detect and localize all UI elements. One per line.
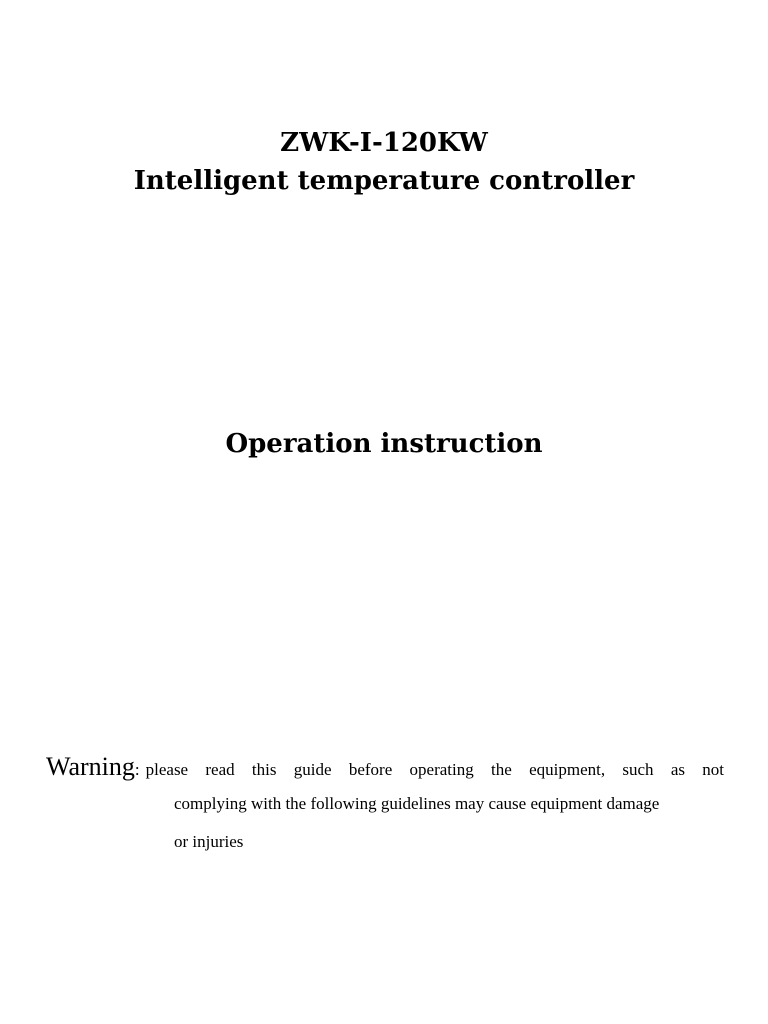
warning-text-line-1: please read this guide before operating the equipment, such as not — [145, 760, 724, 779]
warning-colon: : — [134, 760, 140, 779]
warning-label: Warning — [46, 752, 135, 781]
warning-text-line-2: complying with the following guidelines may cause equipment damage — [174, 794, 660, 813]
warning-notice — [46, 752, 724, 851]
warning-first-line — [46, 752, 724, 782]
document-subtitle: Operation instruction — [225, 429, 543, 459]
document-title — [0, 124, 768, 200]
warning-text-line-3: or injuries — [174, 832, 244, 851]
product-name: Intelligent temperature controller — [133, 166, 635, 196]
model-number: ZWK-I-120KW — [280, 128, 488, 158]
